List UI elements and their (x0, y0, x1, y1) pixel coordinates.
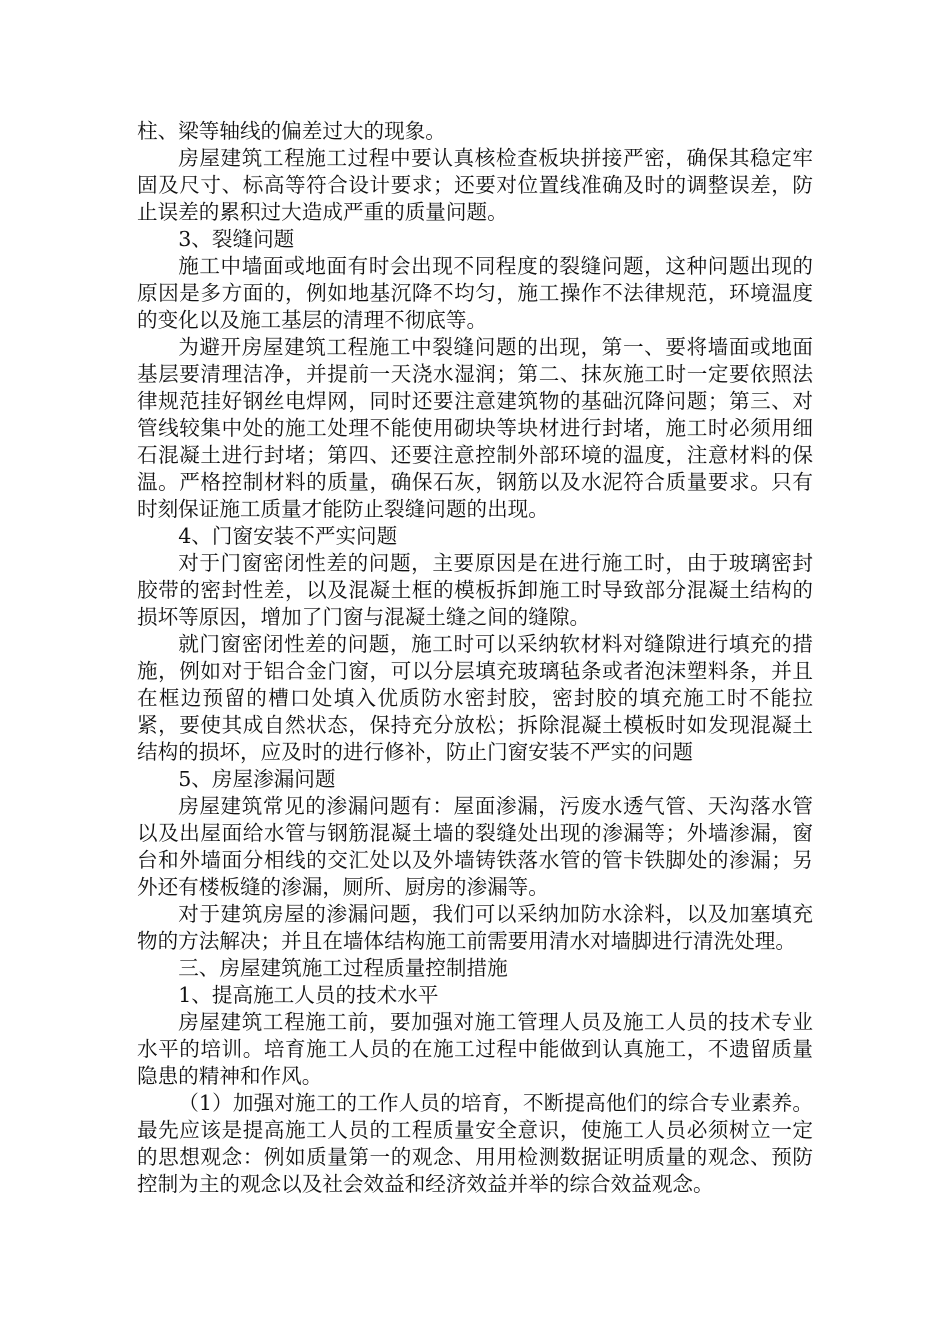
paragraph-10: 房屋建筑常见的渗漏问题有：屋面渗漏，污废水透气管、天沟落水管以及出屋面给水管与钢筋混凝土墙的裂缝处出现的渗漏等；外墙渗漏，窗台和外墙面分相线的交汇处以及外墙铸铁落水管的管卡铁脚处的渗漏；另外还有楼板缝的渗漏，厕所、厨房的渗漏等。 (137, 794, 813, 899)
paragraph-11: 对于建筑房屋的渗漏问题，我们可以采纳加防水涂料，以及加塞填充物的方法解决；并且在墙体结构施工前需要用清水对墙脚进行清洗处理。 (137, 902, 813, 953)
paragraph-7: 对于门窗密闭性差的问题，主要原因是在进行施工时，由于玻璃密封胶带的密封性差，以及混凝土框的模板拆卸施工时导致部分混凝土结构的损坏等原因，增加了门窗与混凝土缝之间的缝隙。 (137, 551, 813, 629)
paragraph-8: 就门窗密闭性差的问题，施工时可以采纳软材料对缝隙进行填充的措施，例如对于铝合金门窗，可以分层填充玻璃毡条或者泡沫塑料条，并且在框边预留的槽口处填入优质防水密封胶，密封胶的填充施工时不能拉紧，要使其成自然状态，保持充分放松；拆除混凝土模板时如发现混凝土结构的损坏，应及时的进行修补，防止门窗安装不严实的问题 (137, 632, 813, 764)
section-heading-leakage: 5、房屋渗漏问题 (178, 767, 336, 791)
paragraph-14: 房屋建筑工程施工前，要加强对施工管理人员及施工人员的技术专业水平的培训。培育施工人员的在施工过程中能做到认真施工，不遗留质量隐患的精神和作风。 (137, 1010, 813, 1088)
document-page (137, 118, 813, 1198)
paragraph-4: 施工中墙面或地面有时会出现不同程度的裂缝问题，这种问题出现的原因是多方面的，例如地基沉降不均匀，施工操作不法律规范，环境温度的变化以及施工基层的清理不彻底等。 (137, 254, 813, 332)
chapter-heading-quality-control: 三、房屋建筑施工过程质量控制措施 (178, 956, 508, 980)
section-heading-cracks: 3、裂缝问题 (178, 227, 295, 251)
paragraph-1: 柱、梁等轴线的偏差过大的现象。 (137, 119, 446, 143)
section-heading-windows: 4、门窗安装不严实问题 (178, 524, 398, 548)
section-heading-skills: 1、提高施工人员的技术水平 (178, 983, 439, 1007)
paragraph-2: 房屋建筑工程施工过程中要认真核检查板块拼接严密，确保其稳定牢固及尺寸、标高等符合设计要求；还要对位置线准确及时的调整误差，防止误差的累积过大造成严重的质量问题。 (137, 146, 813, 224)
paragraph-15: （1）加强对施工的工作人员的培育，不断提高他们的综合专业素养。最先应该是提高施工人员的工程质量安全意识，使施工人员必须树立一定的思想观念：例如质量第一的观念、用用检测数据证明质量的观念、预防控制为主的观念以及社会效益和经济效益并举的综合效益观念。 (137, 1091, 813, 1196)
paragraph-5: 为避开房屋建筑工程施工中裂缝问题的出现，第一、要将墙面或地面基层要清理洁净，并提前一天浇水湿润；第二、抹灰施工时一定要依照法律规范挂好钢丝电焊网，同时还要注意建筑物的基础沉降问题；第三、对管线较集中处的施工处理不能使用砌块等块材进行封堵，施工时必须用细石混凝土进行封堵；第四、还要注意控制外部环境的温度，注意材料的保温。严格控制材料的质量，确保石灰，钢筋以及水泥符合质量要求。只有时刻保证施工质量才能防止裂缝问题的出现。 (137, 335, 813, 521)
